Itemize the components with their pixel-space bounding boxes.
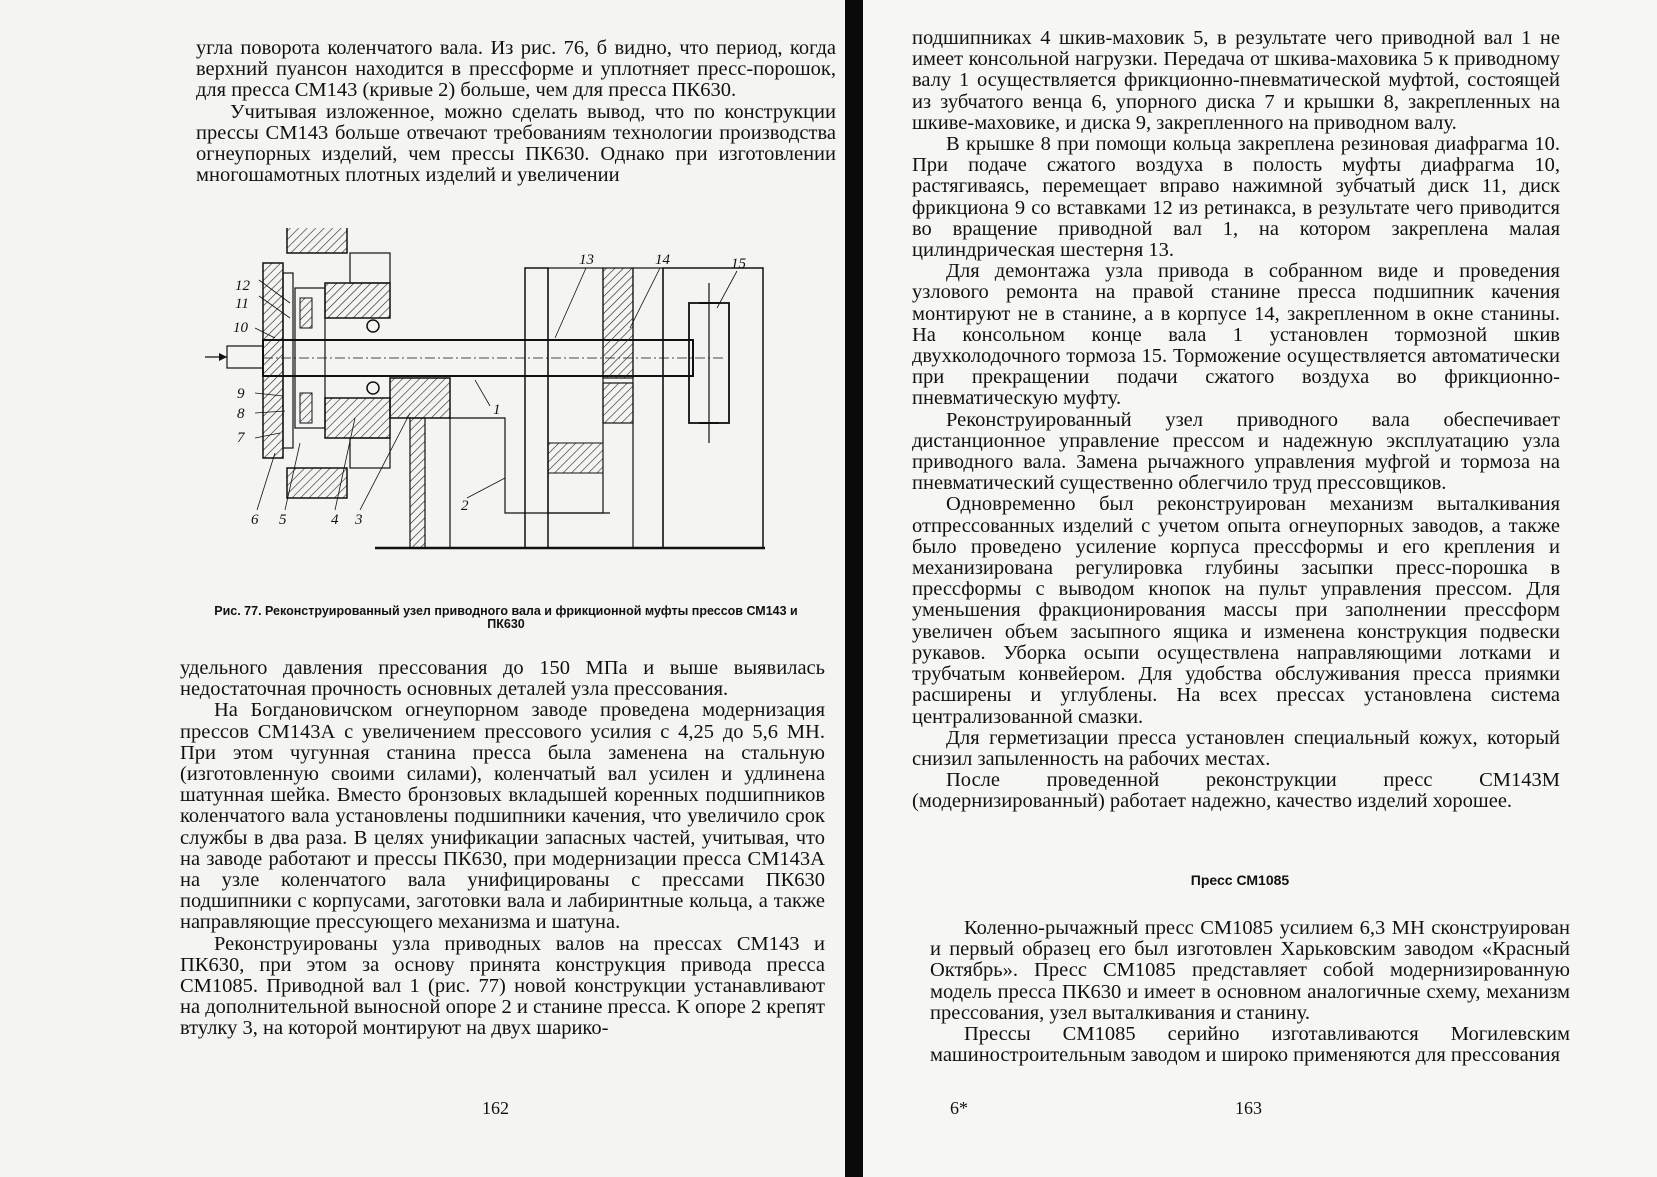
figure-label: 13 [579, 252, 594, 268]
section-heading: Пресс СМ1085 [1190, 872, 1290, 888]
figure-label: 8 [237, 406, 245, 422]
right-page-text-top [912, 28, 1560, 813]
figure-label: 7 [237, 430, 245, 446]
figure-caption: Рис. 77. Реконструированный узел приводного вала и фрикционной муфты прессов СМ143 и ПК630 [214, 604, 798, 631]
paragraph: На Богдановичском огнеупорном заводе проведена модернизация прессов СМ143А с увеличением прессового усилия с 4,25 до 5,6 МН. При этом чугунная станина пресса была заменена на стальную (изготовленную своими силами), коленчатый вал усилен и удлинена шатунная шейка. Вместо бронзовых вкладышей коренных подшипников коленчатого вала установлены подшипники качения, что увеличило срок службы в два раза. В целях унификации запасных частей, учитывая, что на заводе работают и прессы ПК630, при модернизации пресса СМ143А на узле коленчатого вала унифицированы с прессами ПК630 подшипники с корпусами, заготовки вала и лабиринтные кольца, а также направляющие прессующего механизма и шатуна. [180, 699, 825, 934]
left-page-text-bottom [180, 658, 825, 1040]
right-page-text-bottom [930, 918, 1570, 1066]
figure-label: 12 [235, 278, 250, 294]
figure-label: 6 [251, 512, 259, 528]
paragraph: удельного давления прессования до 150 МПа и выше выявилась недостаточная прочность основных деталей узла прессования. [180, 657, 825, 701]
figure-label: 10 [233, 320, 248, 336]
figure-label: 5 [279, 512, 287, 528]
paragraph: Учитывая изложенное, можно сделать вывод, что по конструкции прессы СМ143 больше отвечают требованиям технологии производства огнеупорных изделий, чем прессы ПК630. Однако при изготовлении многошамотных плотных изделий и увеличении [196, 100, 836, 187]
figure-label: 14 [655, 252, 670, 268]
page-number-left: 162 [482, 1098, 509, 1118]
paragraph: Коленно-рычажный пресс СМ1085 усилием 6,3 МН сконструирован и первый образец его был изготовлен Харьковским заводом «Красный Октябрь». Пресс СМ1085 представляет собой модернизированную модель пресса ПК630 и имеет в основном аналогичные схему, механизм прессования, узел выталкивания и станину. [930, 917, 1570, 1024]
signature-mark: 6* [950, 1098, 968, 1118]
paragraph: Одновременно был реконструирован механизм выталкивания отпрессованных изделий с учетом опыта огнеупорных заводов, а также было проведено усиление корпуса прессформы и его крепления и механизирована регулировка глубины засыпки пресс-порошка в прессформы с выводом кнопок на пульт управления прессом. Для уменьшения фракционирования массы при заполнении прессформ увеличен объем засыпного ящика и изменена конструкция подвески рукавов. Уборка осыпи осуществлена направляющими лотками и трубчатым конвейером. Для удобства обслуживания пресса приямки расширены и углублены. На всех прессах установлена система централизованной смазки. [912, 493, 1560, 728]
paragraph: Прессы СМ1085 серийно изготавливаются Могилевским машиностроительным заводом и широко применяются для прессования [930, 1023, 1570, 1067]
paragraph: После проведенной реконструкции пресс СМ143М (модернизированный) работает надежно, качество изделий хорошее. [912, 769, 1560, 813]
figure-label: 4 [331, 512, 339, 528]
paragraph: Реконструированный узел приводного вала обеспечивает дистанционное управление прессом и надежную эксплуатацию узла приводного вала. Замена рычажного управления муфгой и тормоза на пневматический существенно облегчило труд прессовщиков. [912, 408, 1560, 495]
paragraph: В крышке 8 при помощи кольца закреплена резиновая диафрагма 10. При подаче сжатого воздуха в полость муфты диафрагма 10, растягиваясь, перемещает вправо нажимной зубчатый диск 11, диск фрикциона 9 со вставками 12 из ретинакса, в результате чего приводится во вращение приводной вал 1, на котором закреплена малая цилиндрическая шестерня 13. [912, 133, 1560, 262]
figure-label: 15 [731, 256, 746, 272]
paragraph: Реконструированы узла приводных валов на прессах СМ143 и ПК630, при этом за основу принята конструкция привода пресса СМ1085. Приводной вал 1 (рис. 77) новой конструкции устанавливают на дополнительной выносной опоре 2 и станине пресса. К опоре 2 крепят втулку 3, на которой монтируют на двух шарико- [180, 932, 825, 1040]
figure-label: 3 [355, 512, 363, 528]
paragraph: Для демонтажа узла привода в собранном виде и проведения узлового ремонта на правой станине пресса подшипник качения монтируют не в станине, а в корпусе 14, закрепленном в окне станины. На консольном конце вала 1 установлен тормозной шкив двухколодочного тормоза 15. Торможение осуществляется автоматически при прекращении подачи сжатого воздуха во фрикционно-пневматическую муфту. [912, 260, 1560, 410]
book-gutter [845, 0, 863, 1177]
figure-77-drawing [205, 228, 820, 598]
figure-label: 2 [461, 498, 469, 514]
paragraph: угла поворота коленчатого вала. Из рис. 76, б видно, что период, когда верхний пуансон находится в прессформе и уплотняет пресс-порошок, для пресса СМ143 (кривые 2) больше, чем для пресса ПК630. [196, 37, 836, 102]
page-number-right: 163 [1235, 1098, 1262, 1118]
figure-label: 9 [237, 386, 245, 402]
figure-label: 11 [235, 296, 249, 312]
left-page-text-top [196, 38, 836, 186]
figure-label: 1 [493, 402, 501, 418]
paragraph: подшипниках 4 шкив-маховик 5, в результате чего приводной вал 1 не имеет консольной нагрузки. Передача от шкива-маховика 5 к приводному валу 1 осуществляется фрикционно-пневматической муфтой, состоящей из зубчатого венца 6, упорного диска 7 и крышки 8, закрепленных на шкиве-маховике, и диска 9, закрепленного на приводном валу. [912, 27, 1560, 134]
paragraph: Для герметизации пресса установлен специальный кожух, который снизил запыленность на рабочих местах. [912, 726, 1560, 770]
drive-shaft-assembly-drawing [205, 228, 820, 598]
